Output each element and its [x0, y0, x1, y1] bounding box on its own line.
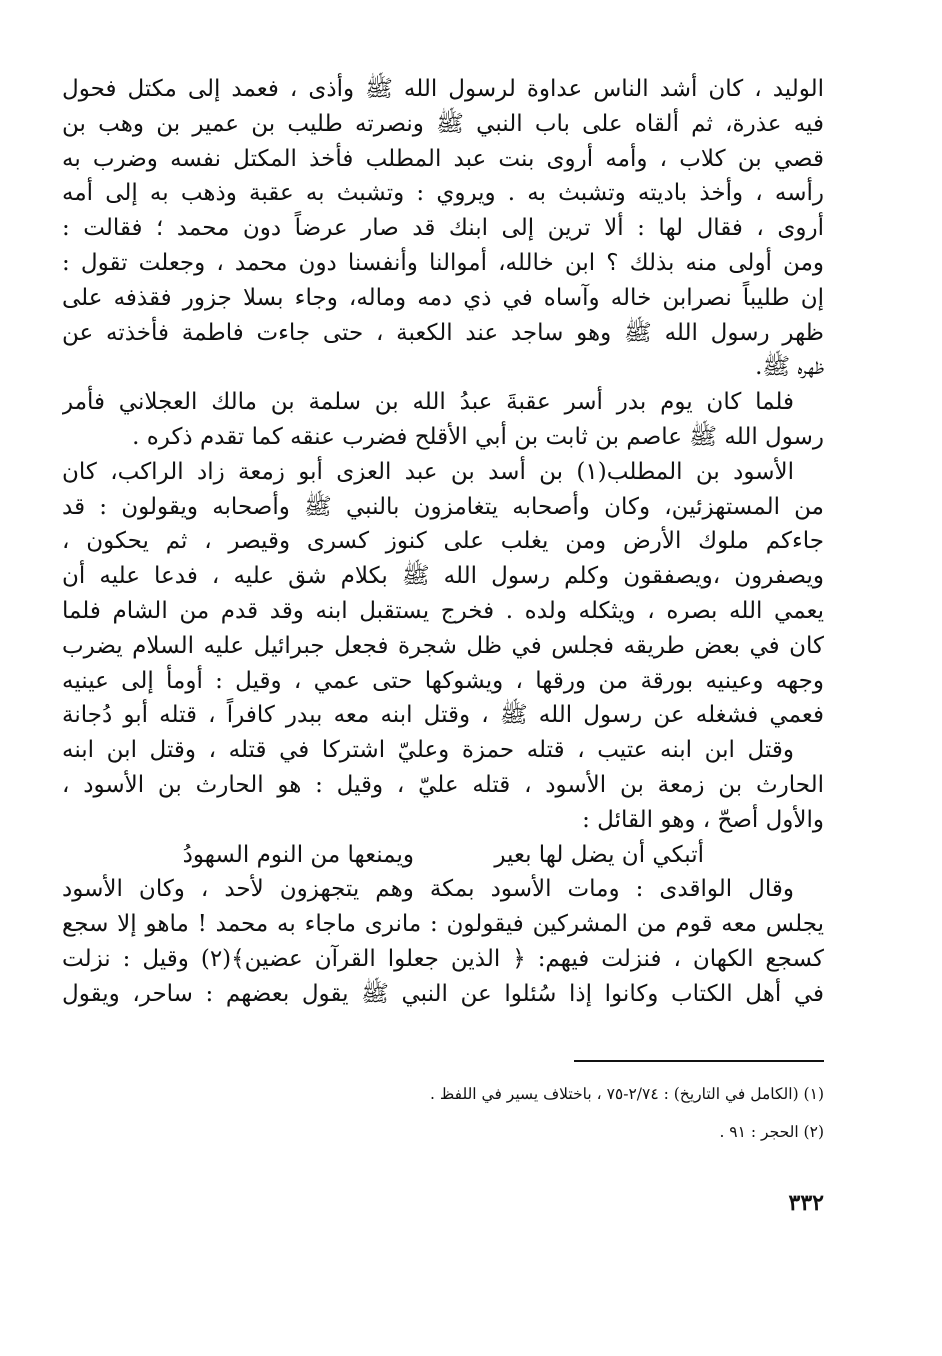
verse-second-hemistich: ويمنعها من النوم السهودُ — [182, 841, 414, 868]
verse-first-hemistich: أتبكي أن يضل لها بعير — [494, 841, 704, 868]
text-line: وقال الواقدى : ومات الأسود بمكة وهم يتجهزون لأحد ، وكان الأسود — [62, 876, 794, 903]
text-line: كان في بعض طريقه فجلس في ظل شجرة فجعل جبرائيل عليه السلام يضرب — [62, 632, 824, 659]
text-line: يجلس معه قوم من المشركين فيقولون : مانرى ماجاء به محمد ! ماهو إلا سجع — [62, 911, 824, 938]
text-line: قصي بن كلاب ، وأمه أروى بنت عبد المطلب فأخذ المكتل نفسه وضرب به — [62, 145, 824, 172]
text-line: من المستهزئين، وكان وأصحابه يتغامزون بالنبي ﷺ وأصحابه ويقولون : قد — [62, 493, 824, 520]
text-line: وقتل ابن ابنه عتيب ، قتله حمزة وعليّ اشتركا في قتله ، وقتل ابن ابنه — [62, 737, 794, 764]
footnotes — [62, 1075, 824, 1151]
text-line: إن طليباً نصرابن خاله وآساه في ذي دمه وماله، وجاء بسلا جزور فقذفه على — [62, 284, 824, 311]
footnote-divider — [574, 1060, 824, 1062]
text-line: فعمي فشغله عن رسول الله ﷺ ، وقتل ابنه معه ببدر كافراً ، قتله أبو دُجانة — [62, 702, 824, 729]
page-number: ٣٣٢ — [788, 1190, 824, 1216]
text-line: الحارث بن زمعة بن الأسود ، قتله عليّ ، وقيل : هو الحارث بن الأسود ، — [62, 771, 824, 798]
text-line: ومن أولى منه بذلك ؟ ابن خالله، أموالنا وأنفسنا دون محمد ، وجعلت تقول : — [62, 249, 824, 276]
text-line: فيه عذرة، ثم ألقاه على باب النبي ﷺ ونصرته طليب بن عمير بن وهب بن — [62, 110, 824, 137]
text-line: جاءكم ملوك الأرض ومن يغلب على كنوز كسرى وقيصر ، ثم يحكون ، — [62, 528, 824, 555]
text-line: أروى ، فقال لها : ألا ترين إلى ابنك قد صار عرضاً دون محمد ؛ فقالت : — [62, 215, 824, 242]
text-line: ظهر رسول الله ﷺ وهو ساجد عند الكعبة ، حتى جاءت فاطمة فأخذته عن — [62, 319, 824, 346]
text-line: يعمي الله بصره ، ويثكله ولده . فخرج يستقبل ابنه وقد قدم من الشام فلما — [62, 597, 824, 624]
footnote: (١) (الكامل في التاريخ) : ٢/٧٤-٧٥ ، باختلاف يسير في اللفظ . — [430, 1085, 824, 1103]
text-line: في أهل الكتاب وكانوا إذا سُئلوا عن النبي ﷺ يقول بعضهم : ساحر، ويقول — [62, 980, 824, 1007]
footnote: (٢) الحجر : ٩١ . — [719, 1123, 824, 1141]
text-line: ظهره ﷺ. — [755, 354, 824, 381]
text-line: ويصفرون ،ويصفقون وكلم رسول الله ﷺ بكلام شق عليه ، فدعا عليه أن — [62, 563, 824, 590]
book-page — [62, 72, 824, 1302]
text-line: والأول أصحّ ، وهو القائل : — [582, 806, 824, 833]
text-line: الوليد ، كان أشد الناس عداوة لرسول الله ﷺ وأذى ، فعمد إلى مكتل فحول — [62, 76, 824, 102]
text-line: فلما كان يوم بدر أسر عقبةَ عبدُ الله بن سلمة بن مالك العجلاني فأمر — [62, 389, 794, 416]
text-line: رسول الله ﷺ عاصم بن ثابت بن أبي الأقلح فضرب عنقه كما تقدم ذكره . — [132, 423, 824, 450]
poetry-verse — [62, 838, 824, 873]
text-line: الأسود بن المطلب(١) بن أسد بن عبد العزى أبو زمعة زاد الراكب، كان — [62, 458, 794, 485]
text-line: كسجع الكهان ، فنزلت فيهم: ﴿ الذين جعلوا القرآن عضين﴾(٢) وقيل : نزلت — [62, 945, 824, 972]
main-text — [62, 72, 824, 1012]
text-line: وجهه وعينيه بورقة من ورقها ، ويشوكها حتى عمي ، وقيل : أومأ إلى عينيه — [62, 667, 824, 694]
text-line: رأسه ، وأخذ باديته وتشبث به . ويروي : وتشبث به عقبة وذهب به إلى أمه — [62, 180, 824, 207]
